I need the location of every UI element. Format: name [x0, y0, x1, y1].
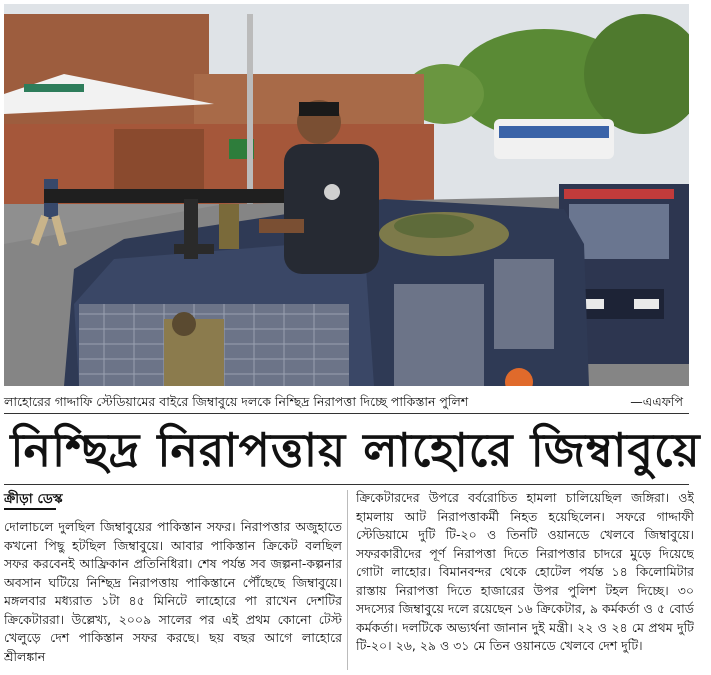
column-divider	[347, 490, 348, 670]
photo-caption	[4, 393, 689, 411]
article-column-left: দোলাচলে দুলছিল জিম্বাবুয়ের পাকিস্তান সফর। নিরাপত্তার অজুহাতে কখনো পিছু হটছিল জিম্বাবুয়ে। আবার পাকিস্তান ক্রিকেট বলছিল সফর করবেনই আফ্রিকান প্রতিনিধিরা। শেষ পর্যন্ত সব জল্পনা-কল্পনার অবসান ঘটিয়ে নিশ্ছিদ্র নিরাপত্তায় পাকিস্তানে পৌঁছেছে জিম্বাবুয়ে। মঙ্গলবার মধ্যরাত ১টা ৪৫ মিনিটে লাহোরে পা রাখেন দেশটির ক্রিকেটাররা। উল্লেখ্য, ২০০৯ সালের পর এই প্রথম কোনো টেস্ট খেলুড়ে দেশ পাকিস্তান সফর করছে। ছয় বছর আগে লাহোরে শ্রীলঙ্কান	[4, 519, 342, 664]
caption-divider	[4, 413, 689, 414]
article-column-right: ক্রিকেটারদের উপরে বর্বরোচিত হামলা চালিয়েছিল জঙ্গিরা। ওই হামলায় আট নিরাপত্তাকর্মী নিহত হয়েছিলেন। সফরে গাদ্দাফী স্টেডিয়ামে দুটি টি-২০ ও তিনটি ওয়ানডে খেলবে জিম্বাবুয়ে। সফরকারীদের পূর্ণ নিরাপত্তা দিতে নিরাপত্তার চাদরে মুড়ে দিয়েছে গোটা লাহোর। বিমানবন্দর থেকে হোটেল পর্যন্ত ১৪ কিলোমিটার রাস্তায় নিরাপত্তা দিতে হাজারের উপর পুলিশ টহল দিচ্ছে। ৩০ সদস্যের জিম্বাবুয়ে দলে রয়েছেন ১৬ ক্রিকেটার, ৯ কর্মকর্তা ও ৫ বোর্ড কর্মকর্তা। দলটিকে অভ্যর্থনা জানান দুই মন্ত্রী। ২২ ও ২৪ মে প্রথম দুটি টি-২০। ২৬, ২৯ ও ৩১ মে তিন ওয়ানডে খেলবে দেশ দুটি।	[356, 490, 694, 653]
photo-credit: —এএফপি	[630, 394, 683, 409]
news-photo	[4, 4, 689, 386]
caption-text: লাহোরের গাদ্দাফি স্টেডিয়ামের বাইরে জিম্বাবুয়ে দলকে নিশ্ছিদ্র নিরাপত্তা দিচ্ছে পাকিস্তান পুলিশ	[4, 394, 469, 409]
desk-underline	[4, 508, 56, 510]
desk-label: ক্রীড়া ডেস্ক	[4, 491, 63, 507]
headline: নিশ্ছিদ্র নিরাপত্তায় লাহোরে জিম্বাবুয়ে	[10, 423, 701, 477]
headline-divider	[4, 484, 689, 485]
police-vehicle-photo-icon	[4, 4, 689, 386]
